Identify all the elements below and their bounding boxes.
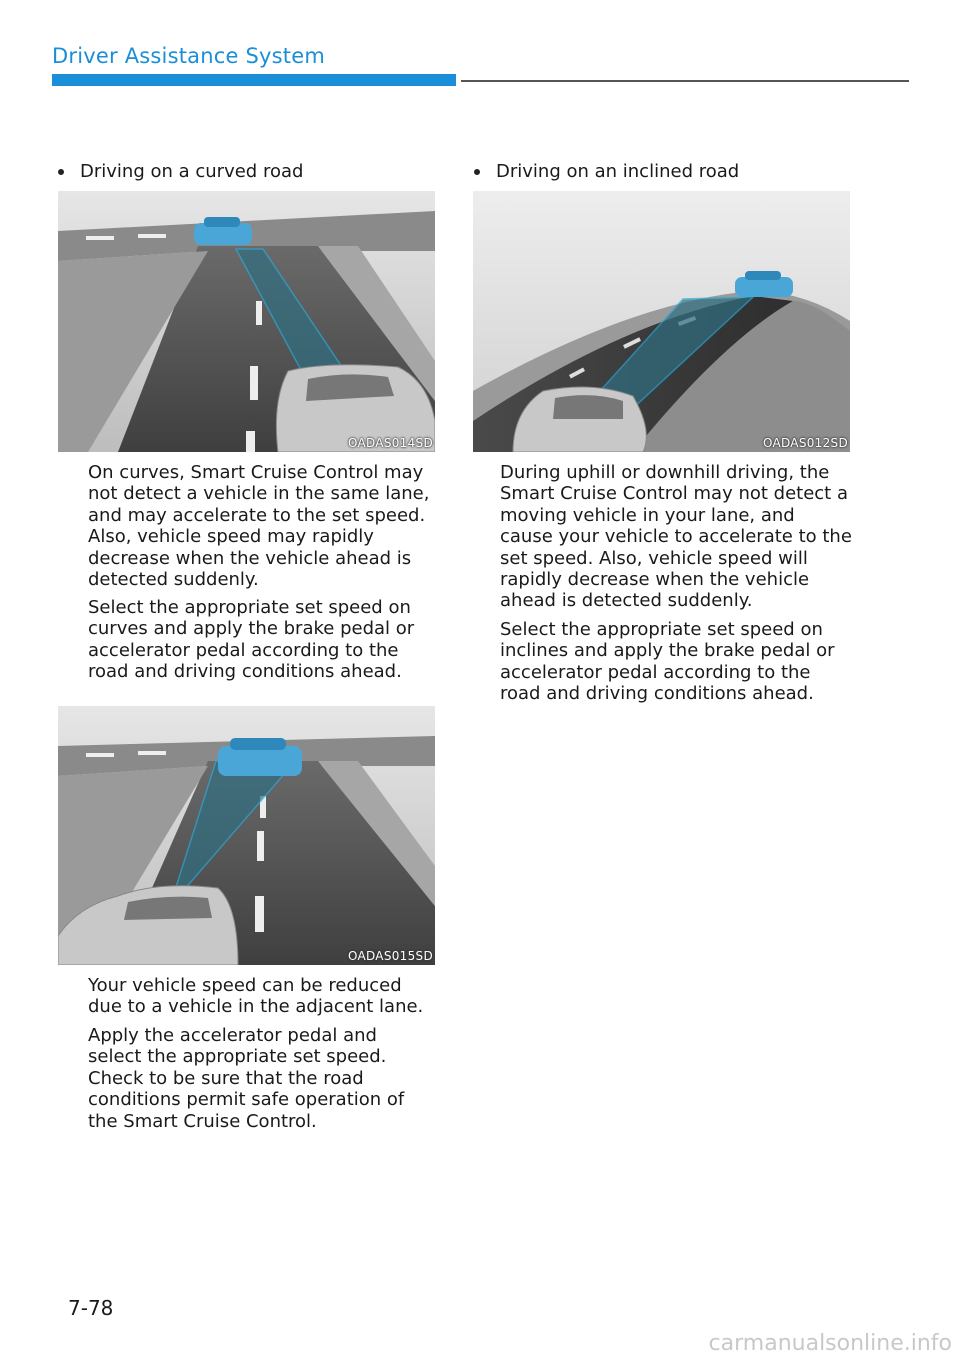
bullet-text: Driving on an inclined road bbox=[496, 161, 740, 182]
figure-code: OADAS014SD bbox=[347, 436, 433, 450]
figure-curved-road bbox=[58, 191, 435, 452]
paragraph: During uphill or downhill driving, the Smart Cruise Control may not detect a moving vehicle in your lane, and cause your vehicle to accelerate to the set speed. Also, vehicle speed will rapidly decrease when the vehicle ahead is detected suddenly. bbox=[500, 462, 852, 612]
bullet-dot-icon bbox=[58, 169, 64, 175]
paragraph: Your vehicle speed can be reduced due to a vehicle in the adjacent lane. bbox=[88, 975, 424, 1018]
bullet-inclined-road bbox=[474, 161, 739, 182]
adjacent-lane-illustration bbox=[58, 706, 435, 965]
figure-code: OADAS012SD bbox=[762, 436, 848, 450]
paragraph: On curves, Smart Cruise Control may not detect a vehicle in the same lane, and may accelerate to the set speed. Also, vehicle speed may rapidly decrease when the vehicle ahead is detected suddenly. bbox=[88, 462, 430, 591]
paragraph: Select the appropriate set speed on curves and apply the brake pedal or accelerator pedal according to the road and driving conditions ahead. bbox=[88, 597, 415, 683]
paragraph: Select the appropriate set speed on inclines and apply the brake pedal or accelerator pedal according to the road and driving conditions ahead. bbox=[500, 619, 835, 705]
figure-inclined-road bbox=[473, 191, 850, 452]
bullet-dot-icon bbox=[474, 169, 480, 175]
inclined-road-illustration bbox=[473, 191, 850, 452]
bullet-curved-road bbox=[58, 161, 303, 182]
section-title: Driver Assistance System bbox=[52, 44, 325, 68]
header-rule-accent bbox=[52, 74, 456, 86]
figure-adjacent-lane bbox=[58, 706, 435, 965]
paragraph: Apply the accelerator pedal and select the appropriate set speed. Check to be sure that the road conditions permit safe operation of the Smart Cruise Control. bbox=[88, 1025, 405, 1132]
header-rule-thin bbox=[461, 80, 909, 82]
watermark: carmanualsonline.info bbox=[708, 1331, 952, 1356]
bullet-text: Driving on a curved road bbox=[80, 161, 304, 182]
curved-road-illustration bbox=[58, 191, 435, 452]
page-number: 7-78 bbox=[68, 1296, 114, 1320]
figure-code: OADAS015SD bbox=[347, 949, 433, 963]
